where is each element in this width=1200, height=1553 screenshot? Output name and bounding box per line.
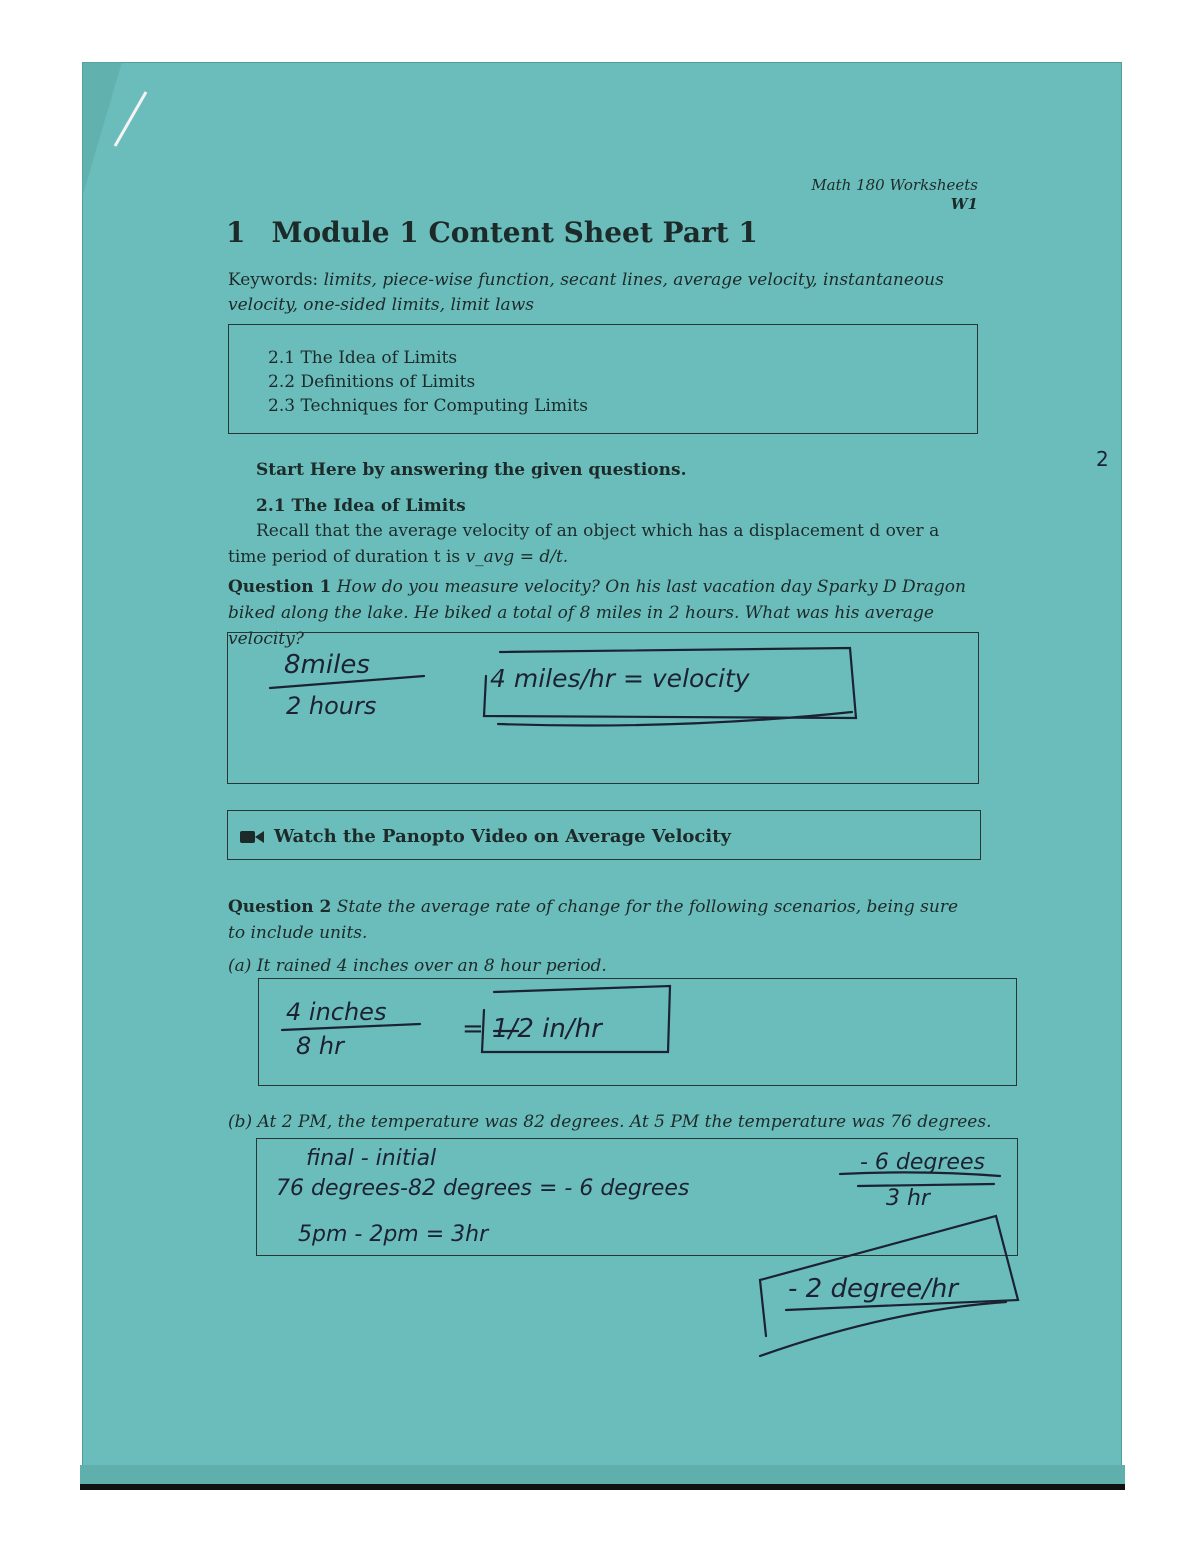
part-b-prompt: (b) At 2 PM, the temperature was 82 degrees. At 5 PM the temperature was 76 degrees. <box>228 1112 992 1132</box>
part-a-denominator: 8 hr <box>296 1032 344 1060</box>
velocity-formula: v_avg = d/t. <box>465 547 569 567</box>
part-b-result: - 2 degree/hr <box>788 1274 959 1304</box>
worksheet-code: W1 <box>950 195 978 213</box>
keywords-label: Keywords: <box>228 270 319 290</box>
start-instructions: Start Here by answering the given questions. <box>256 460 687 480</box>
part-b-fraction-denominator: 3 hr <box>886 1186 930 1211</box>
part-b-line-2: 76 degrees-82 degrees = - 6 degrees <box>276 1176 690 1201</box>
answer-1-numerator: 8miles <box>284 650 370 680</box>
section-item: 2.2 Definitions of Limits <box>268 372 476 392</box>
section-item: 2.3 Techniques for Computing Limits <box>268 396 588 416</box>
part-b-line-1: final - initial <box>306 1146 437 1171</box>
margin-mark: 2 <box>1096 447 1109 471</box>
title-number: 1 <box>226 216 246 249</box>
part-a-result: = 1/2 in/hr <box>462 1014 602 1044</box>
recall-text: Recall that the average velocity of an object which has a displacement d over a time period of duration t is <box>228 521 940 567</box>
answer-1-denominator: 2 hours <box>286 692 377 720</box>
keywords-list: limits, piece-wise function, secant lines, average velocity, instantaneous velocity, one-sided limits, limit laws <box>228 270 944 315</box>
title-text: Module 1 Content Sheet Part 1 <box>271 216 758 249</box>
question-2-text: State the average rate of change for the following scenarios, being sure to include units. <box>228 897 959 943</box>
question-1-text: How do you measure velocity? On his last vacation day Sparky D Dragon biked along the lake. He biked a total of 8 miles in 2 hours. What was his average velocity? <box>228 577 966 649</box>
question-2-label: Question 2 <box>228 897 332 917</box>
part-b-fraction-numerator: - 6 degrees <box>860 1150 985 1175</box>
question-1-label: Question 1 <box>228 577 332 597</box>
video-link-text: Watch the Panopto Video on Average Velocity <box>274 826 731 847</box>
part-a-prompt: (a) It rained 4 inches over an 8 hour period. <box>228 956 607 976</box>
part-b-line-3: 5pm - 2pm = 3hr <box>298 1222 489 1247</box>
answer-1-result: 4 miles/hr = velocity <box>490 664 750 693</box>
subsection-heading: 2.1 The Idea of Limits <box>256 496 466 516</box>
section-item: 2.1 The Idea of Limits <box>268 348 458 368</box>
course-label: Math 180 Worksheets <box>811 176 978 194</box>
part-a-numerator: 4 inches <box>286 998 387 1026</box>
